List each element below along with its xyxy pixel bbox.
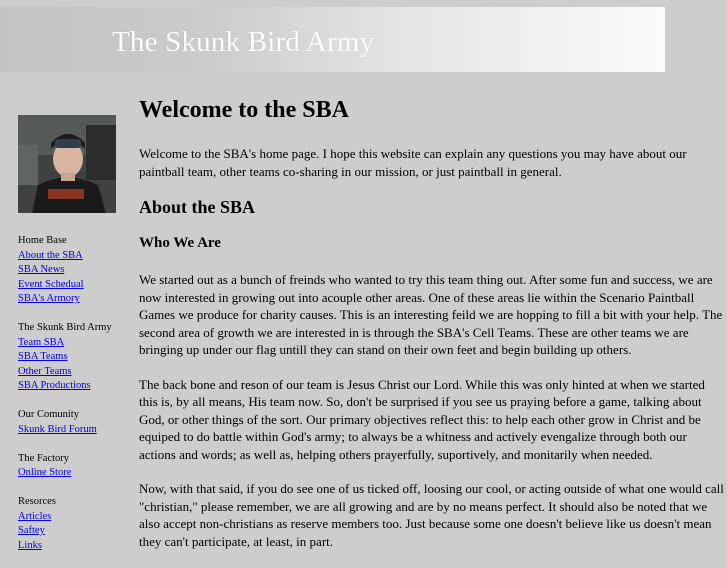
header-banner: [0, 7, 665, 72]
nav-link-skunk-bird-forum[interactable]: Skunk Bird Forum: [18, 423, 97, 435]
nav-link-sba-news[interactable]: SBA News: [18, 264, 65, 275]
who-we-are-heading: Who We Are: [139, 235, 221, 251]
nav-link-sbas-armory[interactable]: SBA's Armory: [18, 293, 80, 304]
member-photo-image: [18, 115, 116, 213]
content-paragraph: We started out as a bunch of freinds who wanted to try this team thing out. After some fun and success, we are now interested in growing out into acouple other areas. One of these areas lie within the Scenario Paintball Games we produce for charity causes. This is an interesting feild we are hopping to fill a bit with your help. The second area of growth we are interested in is through the SBA's Cell Teams. These are other teams we are bringing up under our flag untill they can stand on their own feet and begin building up others.: [139, 272, 723, 357]
nav-link-articles[interactable]: Articles: [18, 510, 52, 522]
nav-link-links[interactable]: Links: [18, 539, 42, 551]
nav-link-event-schedual[interactable]: Event Schedual: [18, 278, 84, 290]
nav-heading-our-comunity: Our Comunity: [18, 409, 79, 420]
nav-heading-home-base: Home Base: [18, 235, 67, 246]
nav-link-sba-productions[interactable]: SBA Productions: [18, 380, 91, 391]
content-paragraph: The back bone and reson of our team is Jesus Christ our Lord. While this was only hinted at when we started this is, by all means, His team now. So, don't be surprised if you see us praying before a game, talking about God, or other things of the sort. Our primary objectives reflect this: to help each other grow in Christ and be equiped to do battle within God's army; to always be a whitness and actively evengalize through both our actions and words; as well as, helping others prayerfully, suportively, and monitarily when needed.: [139, 376, 705, 462]
nav-link-team-sba[interactable]: Team SBA: [18, 336, 65, 348]
intro-paragraph: Welcome to the SBA's home page. I hope this website can explain any questions you may have about our paintball team, other teams co-sharing in our mission, or just paintball in general.: [139, 146, 687, 179]
main-content: [139, 94, 724, 550]
nav-link-other-teams[interactable]: Other Teams: [18, 365, 72, 377]
nav-group-the-factory: [18, 452, 133, 481]
nav-link-online-store[interactable]: Online Store: [18, 467, 72, 478]
nav-link-about-the-sba[interactable]: About the SBA: [18, 249, 83, 261]
nav-heading-resorces: Resorces: [18, 496, 56, 507]
site-title: The Skunk Bird Army: [112, 26, 375, 58]
nav-link-sba-teams[interactable]: SBA Teams: [18, 351, 68, 362]
nav-group-skunk-bird-army: [18, 321, 133, 394]
nav-group-our-comunity: [18, 408, 133, 437]
nav-heading-the-factory: The Factory: [18, 452, 70, 464]
content-paragraph: Now, with that said, if you do see one of us ticked off, loosing our cool, or acting outside of what one would call "christian," please remember, we are all growing and are by no means perfect. It should also be noted that we also accept non-christians as reserve members too. Just because some one doesn't believe like us doesn't mean they can't participate, at least, in part.: [139, 481, 724, 549]
member-photo: [18, 115, 116, 213]
about-heading: About the SBA: [139, 197, 256, 217]
nav-group-resorces: [18, 495, 133, 553]
nav-link-saftey[interactable]: Saftey: [18, 525, 45, 536]
sidebar-nav: [18, 234, 133, 568]
page-title: Welcome to the SBA: [139, 97, 349, 123]
nav-group-home-base: [18, 234, 133, 307]
nav-heading-skunk-bird-army: The Skunk Bird Army: [18, 322, 112, 333]
